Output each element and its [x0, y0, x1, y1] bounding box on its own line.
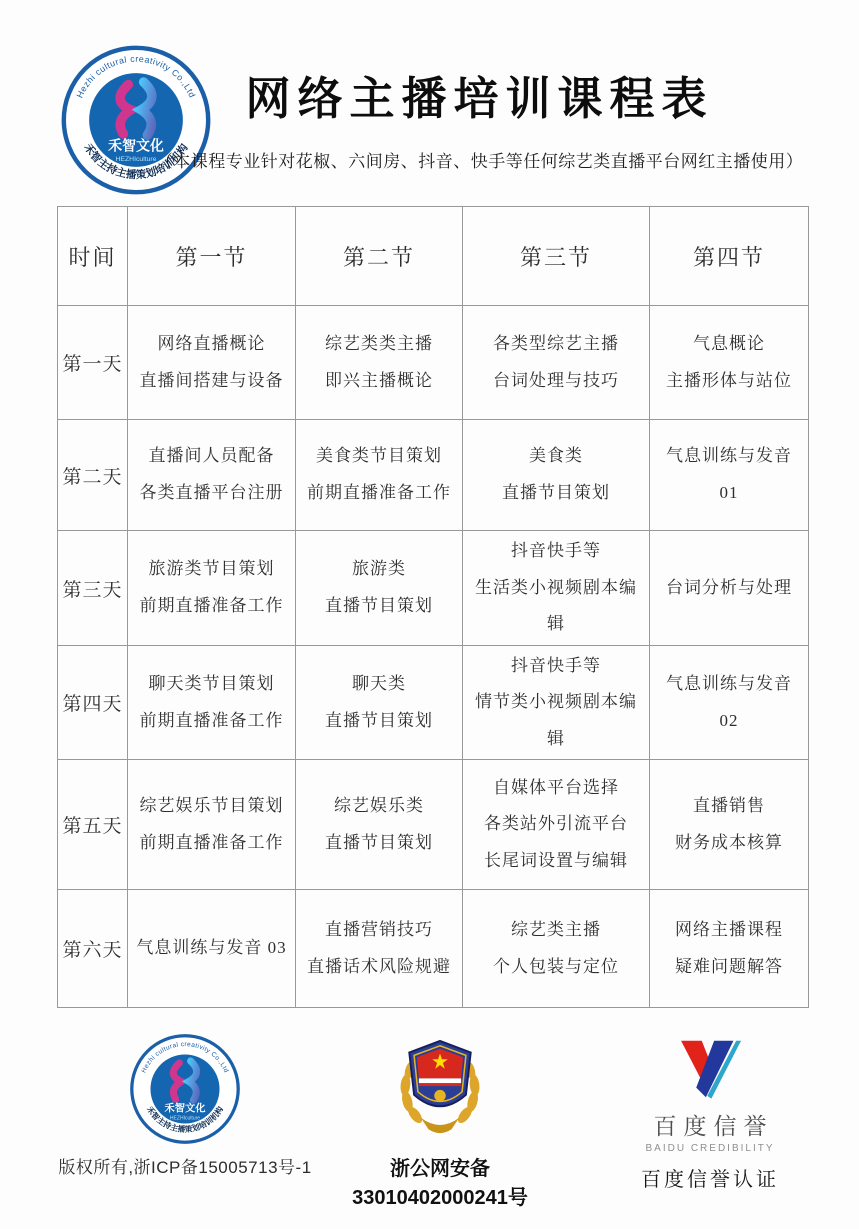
- day-label: 第二天: [58, 420, 128, 531]
- course-line: 前期直播准备工作: [139, 832, 284, 852]
- course-line: 气息训练与发音 01: [666, 446, 792, 502]
- day-label: 第五天: [58, 760, 128, 890]
- course-line: 各类站外引流平台: [484, 814, 628, 834]
- copyright-text: 版权所有,浙ICP备15005713号-1: [58, 1158, 312, 1177]
- course-cell: [463, 646, 650, 760]
- course-line: 前期直播准备工作: [139, 710, 284, 730]
- day-label: 第四天: [58, 646, 128, 760]
- schedule-table: [57, 206, 809, 1008]
- column-header-2: 第一节: [128, 207, 296, 306]
- day-label: 第六天: [58, 890, 128, 1008]
- column-header-5: 第四节: [650, 207, 809, 306]
- baidu-certified-text: 百度信誉认证: [641, 1169, 779, 1191]
- course-cell: [463, 531, 650, 646]
- course-cell: [463, 890, 650, 1008]
- course-cell: [650, 531, 809, 646]
- table-row: [58, 531, 809, 646]
- course-line: 网络直播概论: [157, 333, 266, 353]
- course-cell: [463, 420, 650, 531]
- column-header-1: 时间: [58, 207, 128, 306]
- course-line: 综艺娱乐节目策划: [139, 795, 284, 815]
- course-line: 旅游类节目策划: [148, 559, 275, 579]
- course-line: 气息训练与发音 02: [666, 673, 792, 730]
- course-cell: [650, 890, 809, 1008]
- police-record-text: 浙公网安备 33010402000241号: [352, 1158, 528, 1209]
- hezhi-logo-footer: [129, 1033, 241, 1145]
- title-block: [140, 62, 819, 172]
- course-cell: [296, 760, 463, 890]
- course-line: 直播销售: [693, 795, 765, 815]
- course-line: 直播节目策划: [502, 483, 610, 502]
- course-line: 综艺类类主播: [325, 333, 433, 353]
- course-line: 长尾词设置与编辑: [484, 850, 628, 870]
- course-line: 聊天类: [352, 673, 406, 693]
- course-line: 直播节目策划: [325, 596, 433, 615]
- course-cell: [128, 646, 296, 760]
- page-subtitle: （本课程专业针对花椒、六间房、抖音、快手等任何综艺类直播平台网红主播使用）: [155, 152, 804, 171]
- course-line: 生活类小视频剧本编辑: [475, 577, 637, 634]
- course-line: 气息概论: [693, 333, 765, 353]
- course-line: 直播话术风险规避: [307, 956, 451, 976]
- course-line: 直播节目策划: [325, 832, 433, 852]
- baidu-credibility-icon: [664, 1038, 756, 1100]
- course-cell: [650, 420, 809, 531]
- course-line: 财务成本核算: [675, 832, 783, 852]
- course-cell: [296, 646, 463, 760]
- course-line: 自媒体平台选择: [493, 777, 619, 797]
- course-cell: [128, 890, 296, 1008]
- baidu-credibility-cn: 百度信誉: [653, 1113, 774, 1139]
- course-cell: [128, 306, 296, 420]
- police-badge-icon: [392, 1035, 488, 1141]
- course-line: 抖音快手等: [511, 541, 601, 561]
- course-cell: [296, 531, 463, 646]
- course-line: 台词分析与处理: [666, 577, 792, 597]
- course-line: 各类直播平台注册: [139, 483, 284, 502]
- course-line: 个人包装与定位: [493, 956, 619, 976]
- course-line: 直播间搭建与设备: [139, 370, 284, 390]
- course-line: 直播节目策划: [325, 710, 433, 730]
- course-cell: [650, 306, 809, 420]
- course-cell: [463, 306, 650, 420]
- course-line: 抖音快手等: [511, 655, 601, 675]
- course-line: 疑难问题解答: [675, 956, 783, 976]
- table-header-row: [58, 207, 809, 306]
- baidu-credibility-en: BAIDU CREDIBILITY: [645, 1143, 775, 1154]
- table-row: [58, 646, 809, 760]
- table-row: [58, 760, 809, 890]
- course-line: 聊天类节目策划: [148, 673, 275, 693]
- course-cell: [463, 760, 650, 890]
- course-line: 直播间人员配备: [148, 446, 275, 466]
- table-row: [58, 890, 809, 1008]
- course-line: 美食类节目策划: [316, 446, 442, 466]
- course-line: 前期直播准备工作: [139, 596, 284, 615]
- course-cell: [650, 646, 809, 760]
- footer-police-block: [320, 1033, 560, 1210]
- course-line: 综艺娱乐类: [334, 795, 424, 815]
- course-cell: [296, 306, 463, 420]
- column-header-3: 第二节: [296, 207, 463, 306]
- footer-baidu-block: [585, 1033, 835, 1192]
- course-line: 旅游类: [352, 559, 406, 579]
- course-line: 网络主播课程: [675, 919, 783, 939]
- course-line: 情节类小视频剧本编辑: [475, 692, 637, 748]
- course-line: 气息训练与发音 03: [136, 938, 287, 958]
- day-label: 第三天: [58, 531, 128, 646]
- course-cell: [128, 531, 296, 646]
- course-line: 主播形体与站位: [666, 370, 792, 390]
- table-row: [58, 420, 809, 531]
- course-cell: [128, 420, 296, 531]
- course-line: 各类型综艺主播: [493, 333, 619, 353]
- footer-hezhi-block: [55, 1033, 315, 1178]
- course-cell: [296, 890, 463, 1008]
- course-cell: [128, 760, 296, 890]
- course-line: 台词处理与技巧: [493, 370, 619, 390]
- day-label: 第一天: [58, 306, 128, 420]
- course-line: 即兴主播概论: [325, 370, 433, 390]
- course-cell: [296, 420, 463, 531]
- course-line: 前期直播准备工作: [307, 483, 451, 502]
- page-title: 网络主播培训课程表: [245, 74, 714, 124]
- table-row: [58, 306, 809, 420]
- column-header-4: 第三节: [463, 207, 650, 306]
- course-line: 直播营销技巧: [325, 919, 433, 939]
- course-cell: [650, 760, 809, 890]
- course-line: 美食类: [529, 446, 583, 466]
- course-line: 综艺类主播: [511, 919, 601, 939]
